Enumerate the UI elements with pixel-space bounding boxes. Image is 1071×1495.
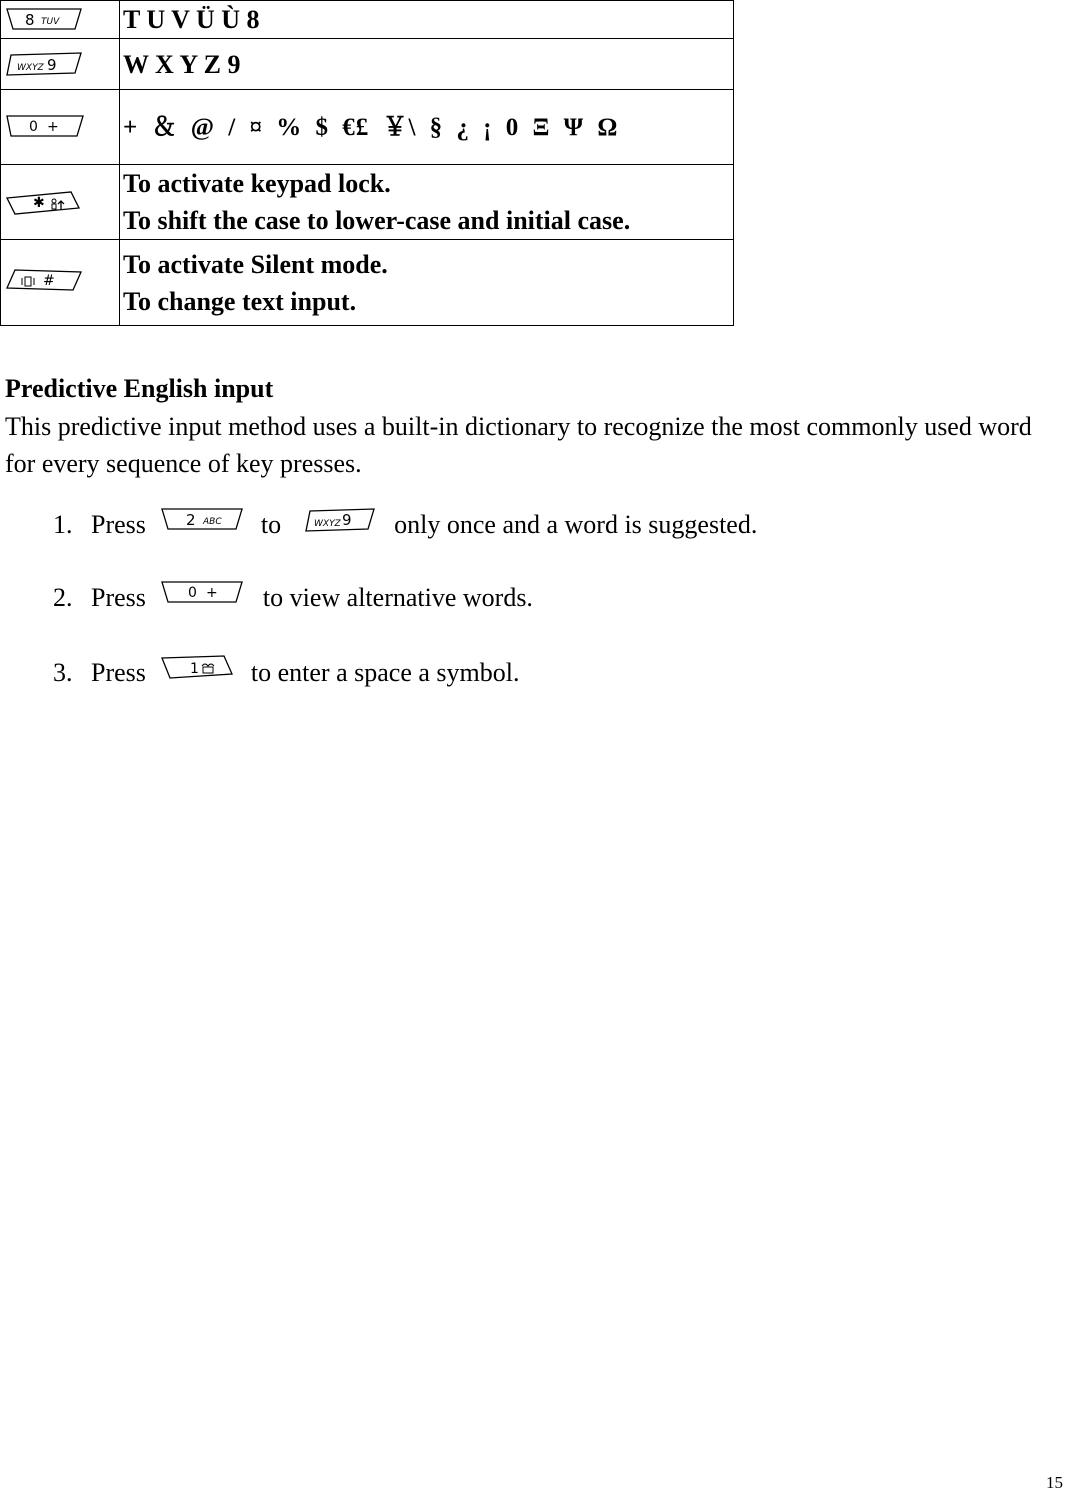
key-description: To activate Silent mode. To change text input.: [120, 240, 734, 326]
key-0-plus-icon: [160, 580, 244, 616]
step-text: to enter a space a symbol.: [250, 658, 520, 688]
svg-text:+: +: [206, 585, 219, 602]
key-hash-icon: [5, 268, 85, 294]
key-cell: [1, 1, 120, 39]
list-item: [53, 653, 519, 692]
table-row: [1, 1, 734, 39]
key-1-voicemail-icon: [160, 654, 234, 692]
step-text: to view alternative words.: [262, 583, 533, 613]
svg-text:9: 9: [47, 56, 57, 74]
svg-text:TUV: TUV: [41, 17, 60, 27]
page-number: 15: [1046, 1473, 1063, 1492]
svg-text:0: 0: [188, 585, 198, 602]
table-row: [1, 39, 734, 90]
list-item: [53, 505, 757, 543]
table-row: [1, 165, 734, 240]
step-number: 3.: [53, 658, 73, 688]
svg-text:ABC: ABC: [203, 517, 223, 528]
svg-text:2: 2: [186, 511, 196, 530]
key-cell: [1, 39, 120, 90]
key-0-plus-icon: [5, 114, 85, 138]
step-press-text: Press: [91, 510, 146, 540]
step-number: 2.: [53, 583, 73, 613]
section-paragraph: This predictive input method uses a built-in dictionary to recognize the most commonly used word for every sequence of key presses.: [5, 412, 1032, 478]
table-row: [1, 90, 734, 165]
key-characters: + ＆ @ / ¤ % $ €£ ￥\ § ¿ ¡ 0 Ξ Ψ Ω: [120, 90, 734, 165]
svg-text:WXYZ: WXYZ: [313, 519, 341, 530]
key-characters: T U V Ü Ù 8: [120, 1, 734, 39]
svg-text:8: 8: [25, 11, 35, 29]
list-item: [53, 578, 533, 616]
svg-text:9: 9: [341, 511, 352, 530]
key-characters: W X Y Z 9: [120, 39, 734, 90]
step-press-text: Press: [91, 583, 146, 613]
step-to-text: to: [260, 510, 282, 540]
svg-text:0: 0: [29, 119, 38, 135]
key-9-wxyz-icon: [304, 507, 376, 543]
key-character-table: [0, 0, 734, 326]
step-press-text: Press: [91, 658, 146, 688]
key-cell: [1, 165, 120, 240]
section-heading: Predictive English input: [5, 374, 274, 403]
step-number: 1.: [53, 510, 73, 540]
table-row: [1, 240, 734, 326]
key-9-wxyz-icon: [5, 51, 83, 77]
svg-text:✱: ✱: [33, 195, 45, 211]
step-text: only once and a word is suggested.: [394, 510, 758, 540]
key-description: To activate keypad lock. To shift the case to lower-case and initial case.: [120, 165, 734, 240]
key-cell: [1, 90, 120, 165]
svg-text:1: 1: [190, 661, 200, 678]
key-star-icon: [5, 190, 85, 216]
svg-text:WXYZ: WXYZ: [17, 63, 44, 73]
key-cell: [1, 240, 120, 326]
key-2-abc-icon: [160, 507, 244, 543]
svg-text:#: #: [43, 273, 55, 289]
key-8-tuv-icon: [5, 7, 83, 31]
svg-text:+: +: [47, 119, 59, 135]
